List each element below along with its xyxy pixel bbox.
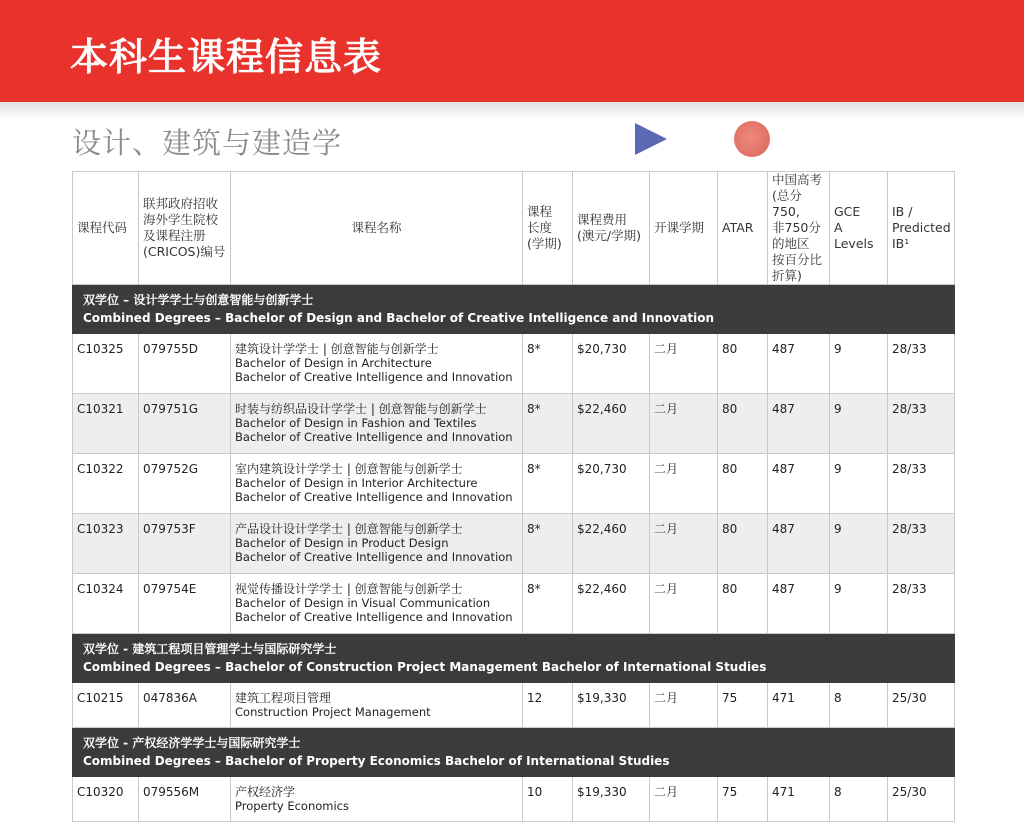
cell-name (231, 777, 523, 822)
cell-gaokao: 487 (768, 454, 830, 514)
course-name-en: Bachelor of Design in Interior Architecture (235, 476, 478, 490)
group-title-cn: 双学位 - 产权经济学学士与国际研究学士 (83, 736, 301, 750)
cell-gaokao: 487 (768, 514, 830, 574)
cell-code: C10321 (73, 394, 139, 454)
cell-fee: $22,460 (573, 394, 650, 454)
header-gce: GCE A Levels (830, 172, 888, 285)
course-name-en: Bachelor of Creative Intelligence and Innovation (235, 370, 513, 384)
cell-length: 8* (523, 334, 573, 394)
cell-fee: $22,460 (573, 574, 650, 634)
group-header (73, 285, 955, 334)
group-header-row (73, 634, 955, 683)
course-name-en: Bachelor of Design in Product Design (235, 536, 449, 550)
cell-code: C10324 (73, 574, 139, 634)
course-name-cn: 时装与纺织品设计学学士 | 创意智能与创新学士 (235, 402, 487, 416)
cell-intake: 二月 (650, 683, 718, 728)
cell-cricos: 079755D (139, 334, 231, 394)
course-name-en: Bachelor of Creative Intelligence and Innovation (235, 430, 513, 444)
table-row (73, 514, 955, 574)
table-header-row (73, 172, 955, 285)
cell-fee: $20,730 (573, 454, 650, 514)
cell-gaokao: 487 (768, 334, 830, 394)
group-title-en: Combined Degrees – Bachelor of Design and Bachelor of Creative Intelligence and Innovation (83, 311, 715, 325)
cell-ib: 28/33 (888, 394, 955, 454)
cell-ib: 28/33 (888, 334, 955, 394)
course-name-en: Property Economics (235, 799, 349, 813)
cell-fee: $19,330 (573, 683, 650, 728)
header-atar: ATAR (718, 172, 768, 285)
course-name-cn: 产权经济学 (235, 785, 296, 799)
cell-cricos: 079752G (139, 454, 231, 514)
course-name-en: Bachelor of Design in Visual Communication (235, 596, 491, 610)
course-name-cn: 产品设计设计学学士 | 创意智能与创新学士 (235, 522, 463, 536)
cell-name (231, 334, 523, 394)
cell-length: 8* (523, 454, 573, 514)
cell-ib: 28/33 (888, 514, 955, 574)
cell-cricos: 079556M (139, 777, 231, 822)
cell-gaokao: 471 (768, 683, 830, 728)
header-course-name: 课程名称 (231, 172, 523, 285)
cell-gce: 9 (830, 334, 888, 394)
group-title-en: Combined Degrees – Bachelor of Construction Project Management Bachelor of International Studies (83, 660, 767, 674)
page-title: 本科生课程信息表 (70, 35, 383, 79)
group-title-en: Combined Degrees – Bachelor of Property Economics Bachelor of International Studies (83, 754, 670, 768)
cell-intake: 二月 (650, 574, 718, 634)
cell-cricos: 079751G (139, 394, 231, 454)
cell-length: 8* (523, 514, 573, 574)
table-row (73, 334, 955, 394)
cell-atar: 75 (718, 777, 768, 822)
cell-gce: 9 (830, 574, 888, 634)
table-row (73, 777, 955, 822)
group-header (73, 634, 955, 683)
cell-gce: 8 (830, 683, 888, 728)
circle-icon (734, 121, 770, 157)
table-row (73, 574, 955, 634)
cell-ib: 25/30 (888, 777, 955, 822)
header-length: 课程 长度 (学期) (523, 172, 573, 285)
cell-intake: 二月 (650, 454, 718, 514)
cell-gaokao: 487 (768, 394, 830, 454)
course-name-en: Construction Project Management (235, 705, 431, 719)
cell-name (231, 683, 523, 728)
cell-name (231, 574, 523, 634)
cell-code: C10322 (73, 454, 139, 514)
cell-code: C10325 (73, 334, 139, 394)
course-name-en: Bachelor of Creative Intelligence and Innovation (235, 610, 513, 624)
cell-atar: 80 (718, 514, 768, 574)
group-header-row (73, 285, 955, 334)
header-gaokao: 中国高考 (总分750, 非750分 的地区 按百分比 折算) (768, 172, 830, 285)
cell-atar: 80 (718, 454, 768, 514)
course-name-cn: 视觉传播设计学学士 | 创意智能与创新学士 (235, 582, 463, 596)
header-intake: 开课学期 (650, 172, 718, 285)
banner-shadow (0, 102, 1024, 120)
cell-cricos: 047836A (139, 683, 231, 728)
group-header (73, 728, 955, 777)
cell-length: 10 (523, 777, 573, 822)
cell-code: C10215 (73, 683, 139, 728)
course-table (72, 171, 955, 822)
course-name-en: Bachelor of Design in Architecture (235, 356, 432, 370)
cell-intake: 二月 (650, 514, 718, 574)
cell-fee: $20,730 (573, 334, 650, 394)
cell-gce: 8 (830, 777, 888, 822)
header-course-code: 课程代码 (73, 172, 139, 285)
cell-length: 12 (523, 683, 573, 728)
title-banner (0, 0, 1024, 102)
course-name-cn: 室内建筑设计学学士 | 创意智能与创新学士 (235, 462, 463, 476)
course-name-en: Bachelor of Creative Intelligence and Innovation (235, 490, 513, 504)
cell-length: 8* (523, 574, 573, 634)
cell-intake: 二月 (650, 334, 718, 394)
cell-ib: 25/30 (888, 683, 955, 728)
cell-gaokao: 471 (768, 777, 830, 822)
cell-atar: 75 (718, 683, 768, 728)
cell-ib: 28/33 (888, 454, 955, 514)
cell-name (231, 514, 523, 574)
cell-intake: 二月 (650, 777, 718, 822)
cell-cricos: 079753F (139, 514, 231, 574)
play-icon (633, 121, 669, 157)
cell-gce: 9 (830, 514, 888, 574)
cell-fee: $19,330 (573, 777, 650, 822)
course-name-en: Bachelor of Creative Intelligence and Innovation (235, 550, 513, 564)
cell-ib: 28/33 (888, 574, 955, 634)
course-name-cn: 建筑工程项目管理 (235, 691, 332, 705)
cell-gce: 9 (830, 454, 888, 514)
cell-code: C10323 (73, 514, 139, 574)
cell-length: 8* (523, 394, 573, 454)
table-row (73, 454, 955, 514)
course-name-cn: 建筑设计学学士 | 创意智能与创新学士 (235, 342, 439, 356)
cell-gaokao: 487 (768, 574, 830, 634)
header-fee: 课程费用 (澳元/学期) (573, 172, 650, 285)
cell-cricos: 079754E (139, 574, 231, 634)
cell-atar: 80 (718, 574, 768, 634)
cell-code: C10320 (73, 777, 139, 822)
cell-fee: $22,460 (573, 514, 650, 574)
header-cricos: 联邦政府招收 海外学生院校 及课程注册 (CRICOS)编号 (139, 172, 231, 285)
group-title-cn: 双学位 - 建筑工程项目管理学士与国际研究学士 (83, 642, 337, 656)
cell-intake: 二月 (650, 394, 718, 454)
cell-gce: 9 (830, 394, 888, 454)
table-row (73, 683, 955, 728)
cell-name (231, 454, 523, 514)
cell-name (231, 394, 523, 454)
table-row (73, 394, 955, 454)
section-title: 设计、建筑与建造学 (72, 126, 343, 160)
group-header-row (73, 728, 955, 777)
course-name-en: Bachelor of Design in Fashion and Textiles (235, 416, 477, 430)
cell-atar: 80 (718, 394, 768, 454)
group-title-cn: 双学位 – 设计学学士与创意智能与创新学士 (83, 293, 314, 307)
header-ib: IB / Predicted IB¹ (888, 172, 955, 285)
cell-atar: 80 (718, 334, 768, 394)
